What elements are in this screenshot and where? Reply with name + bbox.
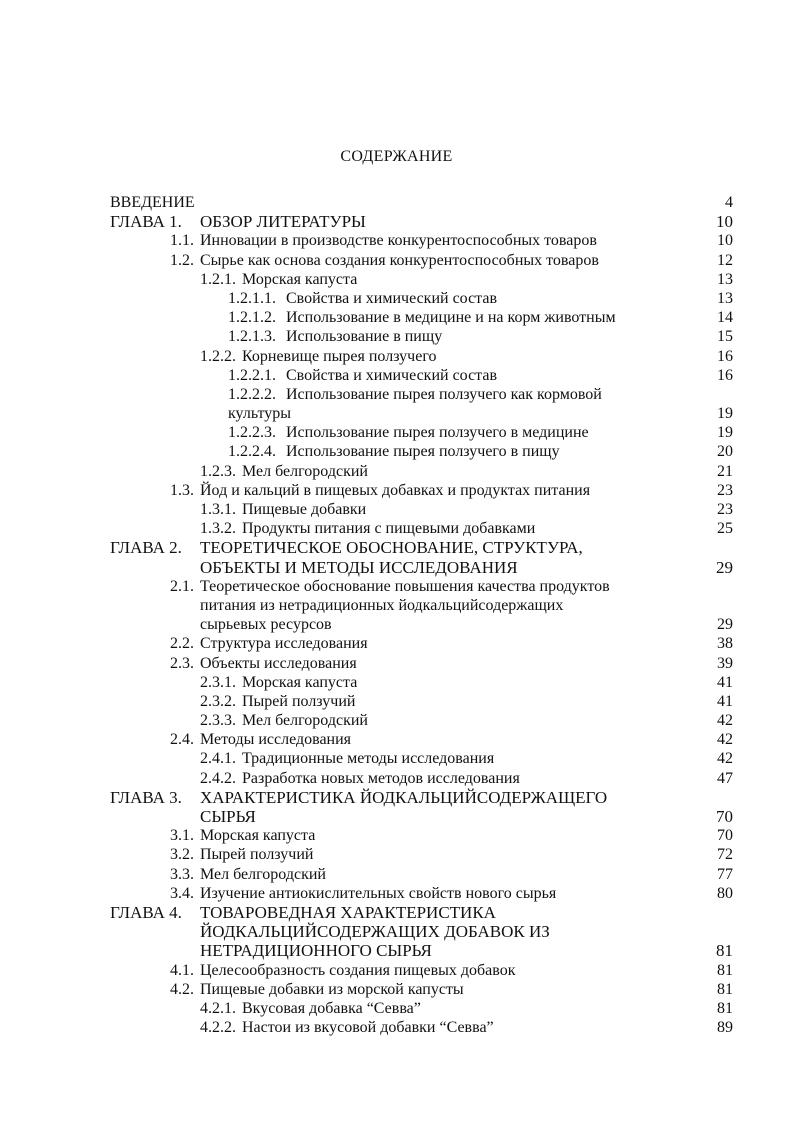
toc-entry [0, 212, 793, 231]
table-of-contents [0, 193, 793, 1037]
toc-entry [0, 481, 793, 500]
toc-entry-page: 70 [717, 827, 733, 845]
toc-entry-page: 81 [717, 980, 733, 998]
toc-entry-title: Свойства и химический состав [286, 366, 498, 384]
toc-entry-page: 23 [717, 481, 733, 499]
toc-entry-page: 41 [717, 673, 733, 691]
toc-entry-page: 72 [717, 846, 733, 864]
toc-entry-page: 47 [717, 769, 733, 787]
toc-entry [0, 231, 793, 250]
toc-entry [0, 462, 793, 481]
toc-entry-number: 3.4. [170, 884, 194, 902]
toc-entry [0, 385, 793, 404]
toc-entry [0, 577, 793, 596]
toc-entry [0, 193, 793, 212]
toc-entry-title: Настои из вкусовой добавки “Севва” [242, 1019, 494, 1037]
toc-entry-title: Морская капуста [242, 270, 358, 288]
toc-entry-number: 2.3. [170, 654, 194, 672]
toc-entry-title: Вкусовая добавка “Севва” [242, 999, 421, 1017]
toc-entry-title: Морская капуста [242, 673, 358, 691]
toc-entry-page: 10 [717, 232, 733, 250]
toc-entry-page: 25 [717, 520, 733, 538]
toc-entry [0, 999, 793, 1018]
toc-entry-page: 38 [717, 635, 733, 653]
toc-entry [0, 500, 793, 519]
toc-entry-number: 2.3.2. [200, 692, 236, 710]
toc-entry-page: 19 [717, 405, 733, 423]
toc-entry-number: ГЛАВА 4. [110, 902, 182, 922]
toc-entry [0, 538, 793, 557]
toc-entry-number: 1.2.2. [200, 347, 236, 365]
toc-entry-title: Пырей ползучий [242, 692, 356, 710]
toc-entry-title: Йод и кальций в пищевых добавках и продуктах питания [200, 481, 591, 499]
toc-entry-page: 41 [717, 692, 733, 710]
toc-entry-title: Сырье как основа создания конкурентоспособных товаров [200, 251, 599, 269]
toc-entry-page: 23 [717, 501, 733, 518]
toc-entry-number: ГЛАВА 3. [110, 787, 182, 807]
toc-entry-title: Традиционные методы исследования [242, 750, 495, 768]
toc-entry-page: 42 [717, 750, 733, 768]
toc-entry [0, 730, 793, 749]
toc-entry-title: ОБЗОР ЛИТЕРАТУРЫ [200, 212, 366, 232]
toc-entry-title: ТОВАРОВЕДНАЯ ХАРАКТЕРИСТИКА [200, 902, 496, 922]
toc-entry [0, 251, 793, 270]
toc-entry-number: 1.2.1.2. [228, 309, 276, 327]
toc-entry [0, 980, 793, 999]
toc-entry-title: Методы исследования [200, 731, 352, 749]
toc-entry [0, 941, 793, 960]
toc-entry-page: 15 [717, 328, 733, 346]
toc-entry-title: Использование пырея ползучего в медицине [286, 424, 589, 442]
toc-entry-title: Корневище пырея ползучего [242, 347, 437, 365]
page-title: СОДЕРЖАНИЕ [340, 148, 453, 165]
toc-entry-title: Использование в пищу [286, 328, 443, 346]
toc-entry [0, 442, 793, 461]
toc-entry-title: культуры [228, 405, 292, 423]
toc-entry-number: 1.2.2.3. [228, 424, 276, 442]
toc-entry-number: 1.2.3. [200, 462, 236, 480]
toc-entry [0, 692, 793, 711]
toc-entry-page: 10 [716, 212, 733, 232]
toc-entry-title: Пищевые добавки [242, 501, 367, 518]
toc-entry [0, 366, 793, 385]
toc-entry-title: питания из нетрадиционных йодкальцийсодержащих [200, 596, 564, 614]
toc-entry-number: 4.2.1. [200, 999, 236, 1017]
toc-entry [0, 865, 793, 884]
toc-entry [0, 845, 793, 864]
toc-entry-page: 4 [725, 194, 733, 211]
toc-entry-page: 42 [717, 712, 733, 730]
toc-entry-page: 89 [717, 1019, 733, 1037]
toc-entry-title: Мел белгородский [200, 865, 326, 883]
toc-entry-title: Целесообразность создания пищевых добавок [200, 961, 516, 979]
toc-entry-page: 16 [717, 347, 733, 365]
toc-entry-page: 21 [717, 462, 733, 480]
toc-entry-title: Мел белгородский [242, 712, 368, 730]
toc-entry-number: 3.1. [170, 827, 194, 845]
toc-entry-page: 77 [717, 865, 733, 883]
toc-entry-title: сырьевых ресурсов [200, 616, 332, 634]
toc-entry [0, 404, 793, 423]
toc-entry [0, 807, 793, 826]
toc-entry [0, 615, 793, 634]
toc-entry [0, 903, 793, 922]
toc-entry [0, 961, 793, 980]
toc-entry-title: Продукты питания с пищевыми добавками [242, 520, 536, 538]
toc-entry-title: СЫРЬЯ [200, 807, 256, 826]
toc-entry-number: 3.3. [170, 865, 194, 883]
toc-entry-title: Свойства и химический состав [286, 289, 498, 307]
toc-entry-number: 1.2.2.4. [228, 443, 276, 461]
toc-entry-number: ГЛАВА 1. [110, 212, 182, 232]
toc-entry-page: 19 [717, 424, 733, 442]
toc-entry-number: 1.1. [170, 232, 194, 250]
toc-entry-number: 1.3. [170, 481, 194, 499]
toc-entry-title: Использование пырея ползучего как кормовой [286, 385, 602, 403]
toc-entry-page: 13 [717, 289, 733, 307]
toc-entry-page: 16 [717, 366, 733, 384]
toc-entry [0, 596, 793, 615]
toc-entry [0, 673, 793, 692]
toc-entry [0, 788, 793, 807]
toc-entry-title: Пищевые добавки из морской капусты [200, 980, 464, 998]
toc-entry [0, 654, 793, 673]
toc-entry-page: 29 [716, 557, 733, 577]
toc-entry-title: Инновации в производстве конкурентоспособных товаров [200, 232, 597, 250]
toc-entry-title: ОБЪЕКТЫ И МЕТОДЫ ИССЛЕДОВАНИЯ [200, 557, 518, 577]
toc-entry [0, 289, 793, 308]
toc-entry [0, 423, 793, 442]
toc-entry [0, 634, 793, 653]
toc-entry-page: 80 [717, 884, 733, 902]
toc-entry-number: 1.3.2. [200, 520, 236, 538]
toc-entry-number: 2.3.1. [200, 673, 236, 691]
toc-entry-number: 2.1. [170, 577, 194, 595]
toc-entry-page: 81 [717, 999, 733, 1017]
toc-entry [0, 769, 793, 788]
toc-entry-number: 1.2.1. [200, 270, 236, 288]
toc-entry-number: 4.2. [170, 980, 194, 998]
toc-entry-number: 2.4.1. [200, 750, 236, 768]
toc-entry [0, 519, 793, 538]
toc-entry-title: Морская капуста [200, 827, 316, 845]
toc-entry-page: 81 [717, 961, 733, 979]
toc-entry [0, 826, 793, 845]
toc-entry-page: 39 [717, 654, 733, 672]
toc-entry-title: Использование в медицине и на корм животным [286, 309, 616, 327]
toc-entry-title: Разработка новых методов исследования [242, 769, 520, 787]
toc-entry-number: 1.2.2.1. [228, 366, 276, 384]
toc-entry-number: 2.2. [170, 635, 194, 653]
toc-entry [0, 308, 793, 327]
toc-entry-page: 12 [717, 251, 733, 269]
toc-entry-number: 1.2.1.3. [228, 328, 276, 346]
toc-entry [0, 711, 793, 730]
toc-entry-page: 42 [717, 731, 733, 749]
toc-entry-title: ЙОДКАЛЬЦИЙСОДЕРЖАЩИХ ДОБАВОК ИЗ [200, 922, 550, 942]
toc-entry-page: 14 [717, 309, 733, 327]
toc-entry-title: ХАРАКТЕРИСТИКА ЙОДКАЛЬЦИЙСОДЕРЖАЩЕГО [200, 787, 608, 807]
toc-entry [0, 922, 793, 941]
toc-entry-title: ВВЕДЕНИЕ [110, 194, 195, 211]
toc-entry-title: Изучение антиокислительных свойств нового сырья [200, 884, 557, 902]
toc-entry-number: 1.2.2.2. [228, 385, 276, 403]
toc-entry-page: 20 [717, 443, 733, 461]
toc-entry [0, 327, 793, 346]
toc-entry-title: Теоретическое обоснование повышения качества продуктов [200, 577, 610, 595]
toc-entry-number: 2.3.3. [200, 712, 236, 730]
toc-entry [0, 270, 793, 289]
toc-entry-number: 2.4. [170, 731, 194, 749]
toc-entry-number: 1.2. [170, 251, 194, 269]
toc-entry-title: Использование пырея ползучего в пищу [286, 443, 560, 461]
toc-entry [0, 558, 793, 577]
toc-entry-title: Мел белгородский [242, 462, 368, 480]
toc-entry-title: НЕТРАДИЦИОННОГО СЫРЬЯ [200, 941, 432, 961]
toc-entry-number: 1.2.1.1. [228, 289, 276, 307]
toc-entry-page: 29 [717, 616, 733, 634]
toc-entry-title: Структура исследования [200, 635, 368, 653]
toc-entry-title: Пырей ползучий [200, 846, 314, 864]
toc-entry-number: 2.4.2. [200, 769, 236, 787]
toc-entry-page: 81 [716, 941, 733, 961]
toc-entry [0, 1018, 793, 1037]
toc-entry-title: ТЕОРЕТИЧЕСКОЕ ОБОСНОВАНИЕ, СТРУКТУРА, [200, 538, 583, 558]
toc-entry-page: 70 [716, 807, 733, 826]
toc-entry [0, 347, 793, 366]
toc-entry-number: 1.3.1. [200, 501, 236, 518]
toc-entry-title: Объекты исследования [200, 654, 357, 672]
toc-entry [0, 749, 793, 768]
toc-entry-number: 4.2.2. [200, 1019, 236, 1037]
toc-entry-number: 4.1. [170, 961, 194, 979]
toc-entry-number: ГЛАВА 2. [110, 538, 182, 558]
toc-entry-page: 13 [717, 270, 733, 288]
toc-entry [0, 884, 793, 903]
toc-entry-number: 3.2. [170, 846, 194, 864]
